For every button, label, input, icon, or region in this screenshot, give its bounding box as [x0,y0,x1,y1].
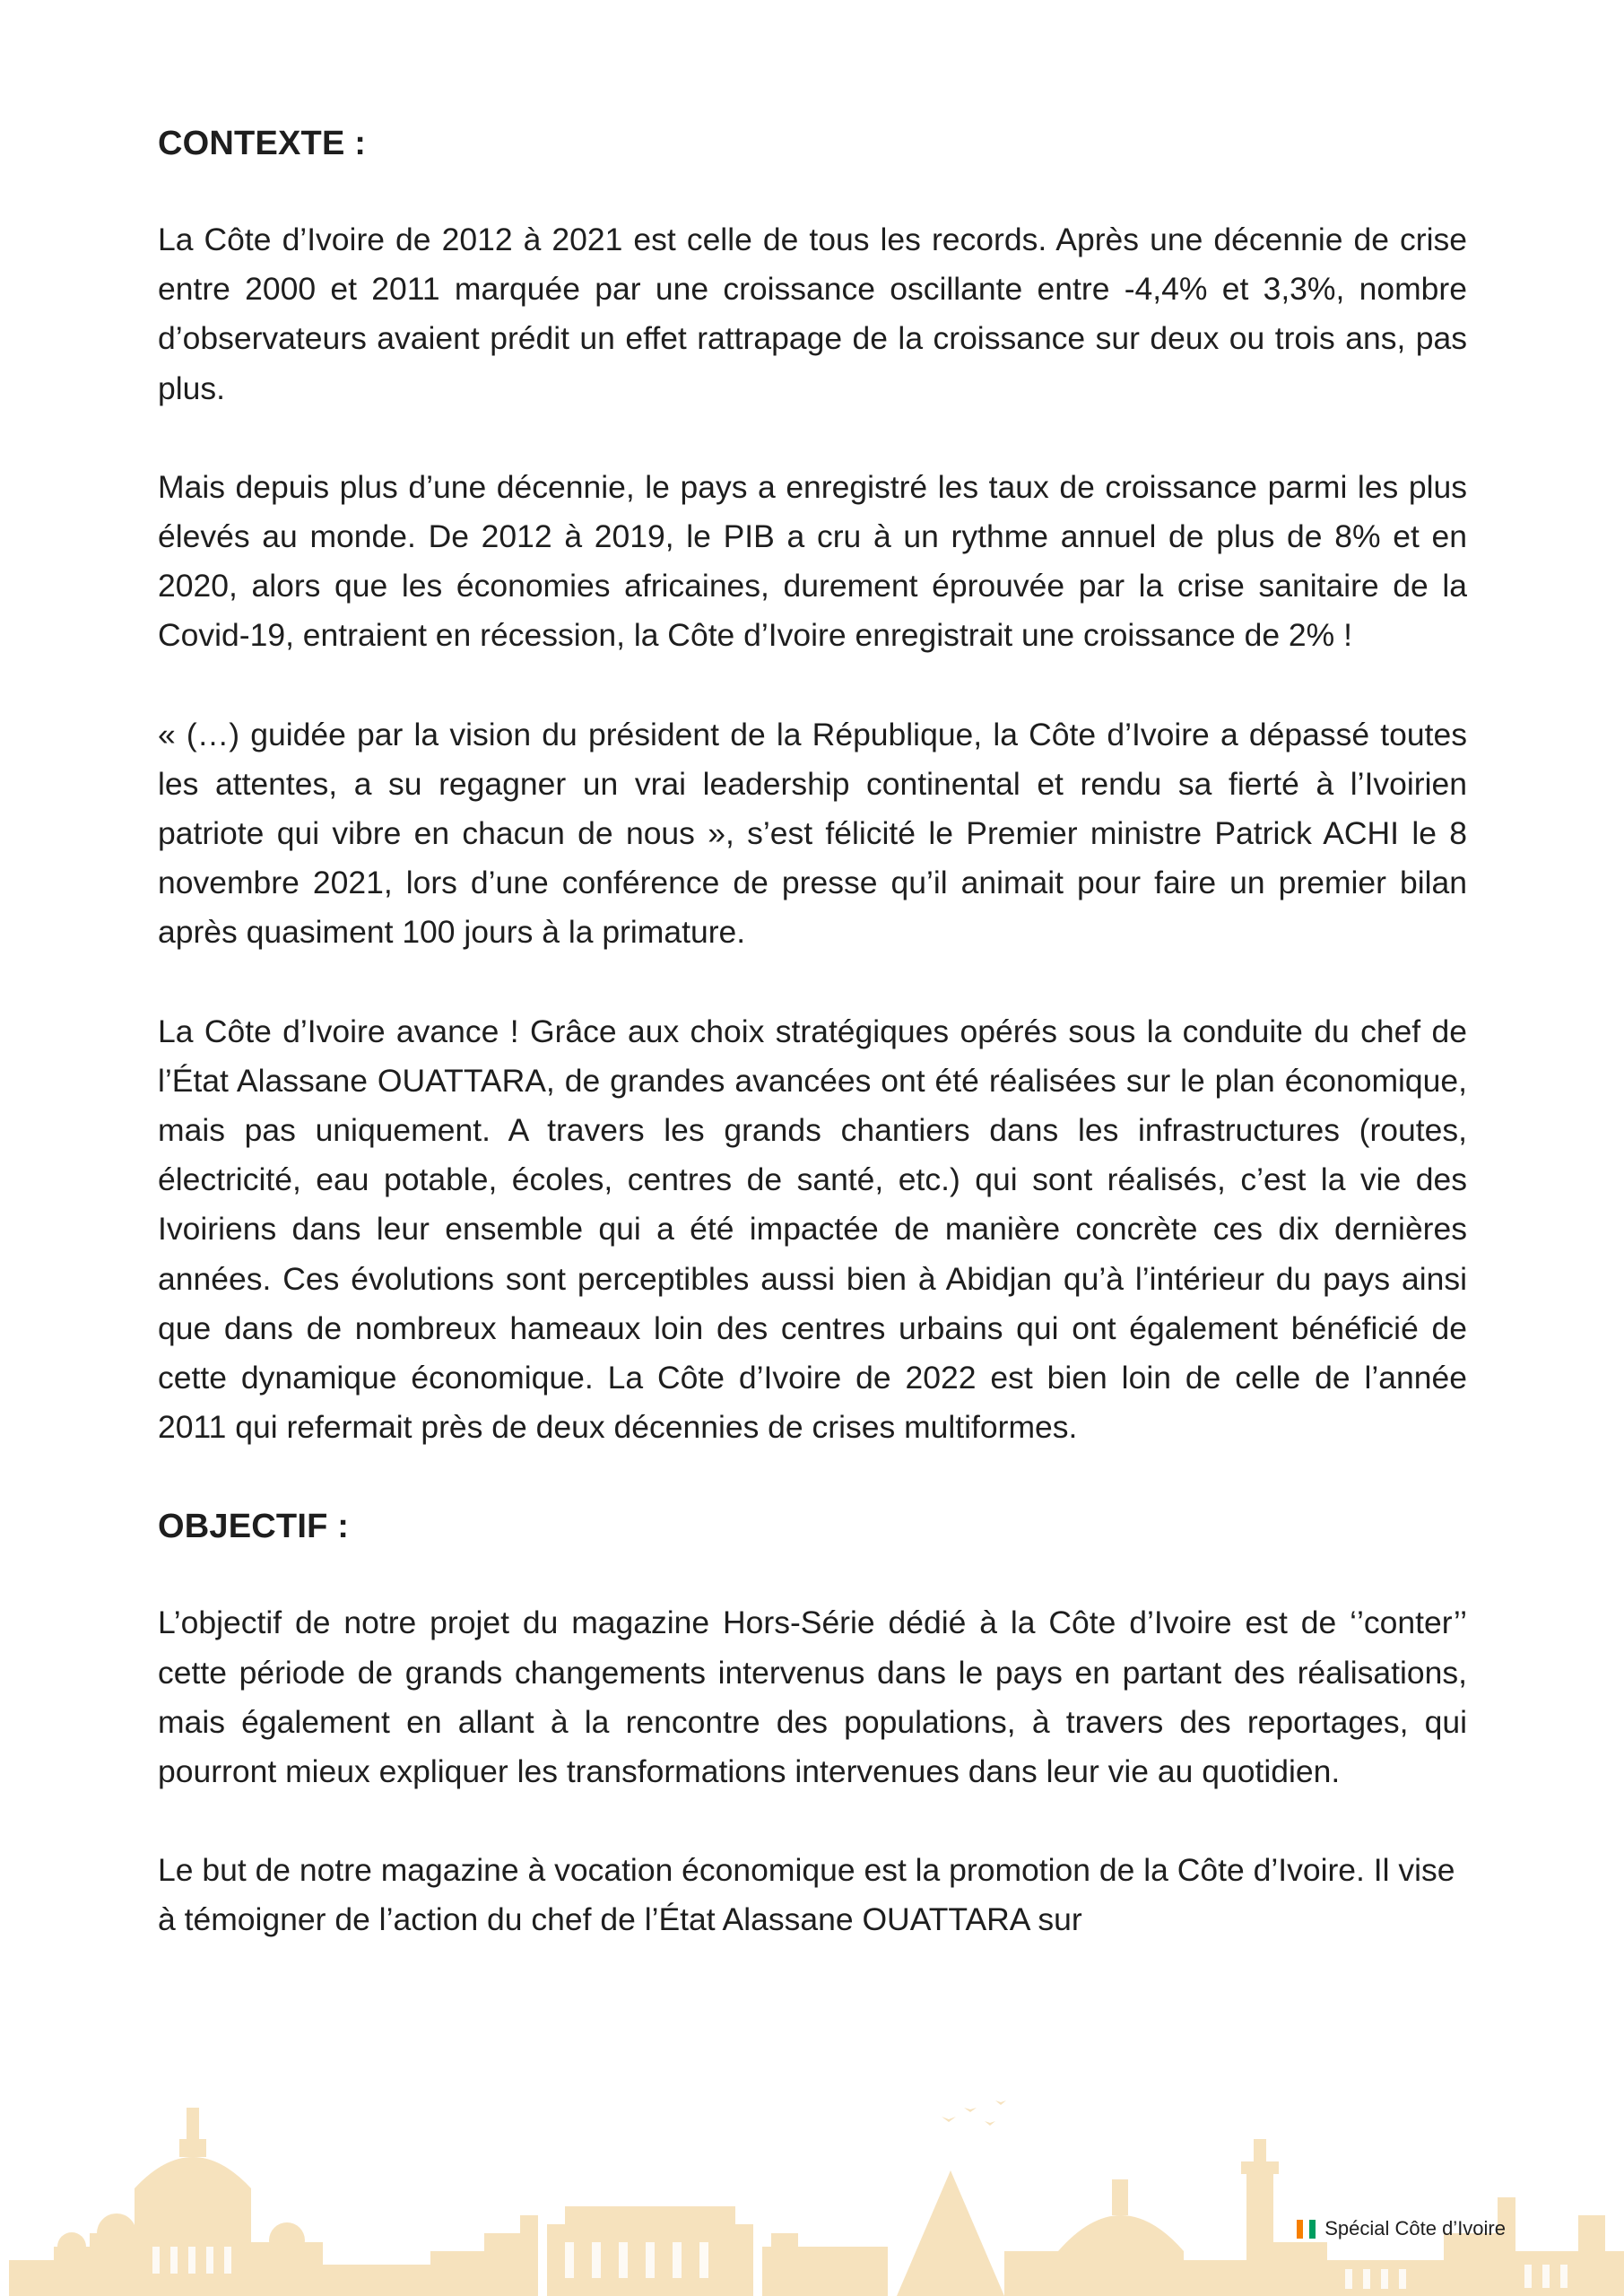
paragraph: Le but de notre magazine à vocation économique est la promotion de la Côte d’Ivoire. Il vise à témoigner de l’action du chef de l’État Alassane OUATTARA sur [158,1852,1455,1938]
flag-stripe-white [1303,2220,1309,2239]
flag-stripe-orange [1297,2220,1303,2239]
footer-label-text: Spécial Côte d’Ivoire [1324,2217,1506,2239]
footer-label [1297,2217,1506,2240]
paragraph: La Côte d’Ivoire avance ! Grâce aux choix stratégiques opérés sous la conduite du chef de l’État Alassane OUATTARA, de grandes avancées ont été réalisées sur le plan économique, mais pas uniquement. A travers les grands chantiers dans les infrastructures (routes, électricité, eau potable, écoles, centres de santé, etc.) qui sont réalisés, c’est la vie des Ivoiriens dans leur ensemble qui a été impactée de manière concrète ces dix dernières années. Ces évolutions sont perceptibles aussi bien à Abidjan qu’à l’intérieur du pays ainsi que dans de nombreux hameaux loin des centres urbains qui ont également bénéficié de cette dynamique économique. La Côte d’Ivoire de 2022 est bien loin de celle de l’année 2011 qui refermait près de deux décennies de crises multiformes. [158,1013,1467,1446]
heading-contexte: CONTEXTE : [158,125,367,162]
paragraph: L’objectif de notre projet du magazine Hors-Série dédié à la Côte d’Ivoire est de ‘’conter’’ cette période de grands changements intervenus dans le pays en partant des réalisations, mais également en allant à la rencontre des populations, à travers des reportages, qui pourront mieux expliquer les transformations intervenues dans leur vie au quotidien. [158,1605,1467,1790]
article-body [158,118,1467,1995]
flag-stripe-green [1309,2220,1316,2239]
paragraph: « (…) guidée par la vision du président de la République, la Côte d’Ivoire a dépassé toutes les attentes, a su regagner un vrai leadership continental et rendu sa fierté à l’Ivoirien patriote qui vibre en chacun de nous », s’est félicité le Premier ministre Patrick ACHI le 8 novembre 2021, lors d’une conférence de presse qu’il animait pour faire un premier bilan après quasiment 100 jours à la primature. [158,716,1467,951]
paragraph: Mais depuis plus d’une décennie, le pays a enregistré les taux de croissance parmi les plus élevés au monde. De 2012 à 2019, le PIB a cru à un rythme annuel de plus de 8% et en 2020, alors que les économies africaines, durement éprouvée par la crise sanitaire de la Covid-19, entraient en récession, la Côte d’Ivoire enregistrait une croissance de 2% ! [158,468,1467,654]
paragraph: La Côte d’Ivoire de 2012 à 2021 est celle de tous les records. Après une décennie de crise entre 2000 et 2011 marquée par une croissance oscillante entre -4,4% et 3,3%, nombre d’observateurs avaient prédit un effet rattrapage de la croissance sur deux ou trois ans, pas plus. [158,222,1467,406]
cote-divoire-flag-icon [1297,2220,1316,2239]
city-skyline-illustration [0,2090,1624,2296]
heading-objectif: OBJECTIF : [158,1508,350,1546]
